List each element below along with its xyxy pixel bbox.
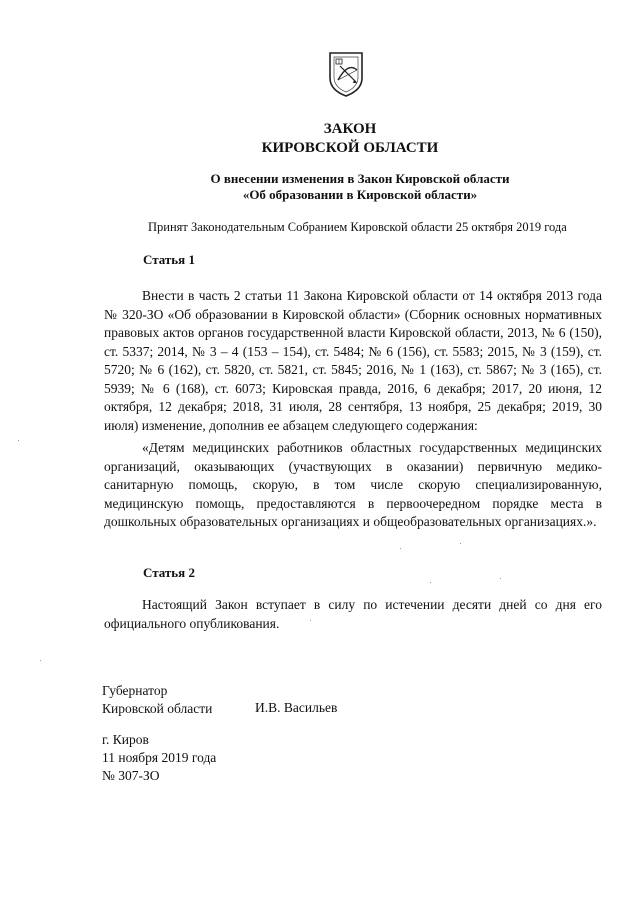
signing-details — [102, 731, 216, 785]
scan-speck — [400, 548, 401, 549]
article-2-heading: Статья 2 — [143, 565, 195, 580]
signatory-region: Кировской области — [102, 701, 213, 716]
signing-city: г. Киров — [102, 732, 149, 747]
article-1-heading: Статья 1 — [143, 252, 195, 267]
scan-speck — [40, 660, 41, 661]
scan-speck — [500, 578, 501, 579]
scan-speck — [460, 543, 461, 544]
article-1-paragraph: Внести в часть 2 статьи 11 Закона Кировской области от 14 октября 2013 года № 320-ЗО «Об образовании в Кировской области» (Сборник основных нормативных правовых актов органов государственной власти Кировской области, 2013, № 6 (150), ст. 5337; 2014, № 3 – 4 (153 – 154), ст. 5484; № 6 (156), ст. 5583; 2015, № 3 (159), ст. 5720; № 6 (162), ст. 5820, ст. 5821, ст. 5845; 2016, № 1 (163), ст. 5867; № 3 (165), ст. 5939; № 6 (168), ст. 6073; Кировская правда, 2016, 6 декабря; 2017, 20 июня, 12 октября, 12 декабря; 2018, 31 июля, 28 сентября, 13 ноября, 25 декабря; 2019, 30 июля) изменение, дополнив ее абзацем следующего содержания: — [104, 288, 602, 433]
law-subtitle-line1: О внесении изменения в Закон Кировской области — [210, 171, 510, 186]
law-subtitle-line2: «Об образовании в Кировской области» — [242, 187, 478, 202]
law-title: ЗАКОН — [323, 121, 377, 137]
scan-speck — [430, 582, 431, 583]
law-number: № 307-ЗО — [102, 768, 160, 783]
scan-speck — [18, 440, 19, 441]
article-2-paragraph: Настоящий Закон вступает в силу по истечении десяти дней со дня его официального опубликования. — [104, 597, 602, 631]
scan-speck — [310, 620, 311, 621]
article-1-quoted-paragraph: «Детям медицинских работников областных государственных медицинских организаций, оказывающих (участвующих в оказании) первичную медико-санитарную помощь, скорую, в том числе скорую специализированную, медицинскую помощь, предоставляются в первоочередном порядке места в дошкольных образовательных организациях и общеобразовательных организациях.». — [104, 440, 602, 529]
adoption-note: Принят Законодательным Собранием Кировской области 25 октября 2019 года — [148, 220, 567, 234]
signing-date: 11 ноября 2019 года — [102, 750, 217, 765]
signatory-position: Губернатор — [102, 683, 168, 698]
coat-of-arms-icon — [326, 50, 366, 98]
signatory-name: И.В. Васильев — [255, 700, 338, 715]
law-region: КИРОВСКОЙ ОБЛАСТИ — [261, 140, 439, 156]
